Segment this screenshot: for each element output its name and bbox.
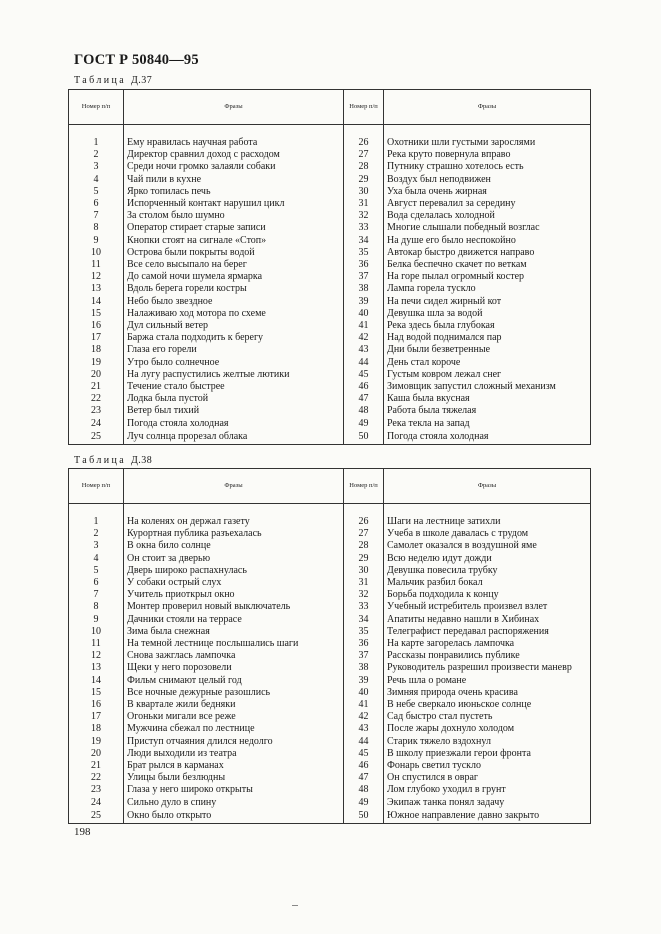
row-number-cell: 26 (344, 516, 384, 528)
table-row (69, 259, 591, 271)
row-number-cell: 20 (69, 748, 124, 760)
column-header-number: Номер п/п (344, 90, 384, 125)
phrase-cell: Учитель приоткрыл окно (124, 589, 344, 601)
row-number-cell: 24 (69, 418, 124, 430)
phrase-cell: Течение стало быстрее (124, 381, 344, 393)
table-spacer-row (69, 504, 591, 517)
row-number-cell: 19 (69, 357, 124, 369)
phrase-cell: Воздух был неподвижен (384, 174, 591, 186)
spacer-cell (124, 125, 344, 138)
row-number-cell: 25 (69, 809, 124, 824)
phrase-cell: Ярко топилась печь (124, 186, 344, 198)
row-number-cell: 31 (344, 577, 384, 589)
row-number-cell: 35 (344, 247, 384, 259)
table-row (69, 198, 591, 210)
row-number-cell: 15 (69, 687, 124, 699)
table-row (69, 565, 591, 577)
phrase-cell: Чай пили в кухне (124, 174, 344, 186)
phrase-cell: Телеграфист передавал распоряжения (384, 626, 591, 638)
phrase-cell: Апатиты недавно нашли в Хибинах (384, 614, 591, 626)
row-number-cell: 49 (344, 797, 384, 809)
table-row (69, 344, 591, 356)
row-number-cell: 8 (69, 222, 124, 234)
phrase-cell: До самой ночи шумела ярмарка (124, 271, 344, 283)
row-number-cell: 27 (344, 149, 384, 161)
phrases-table-d37 (68, 89, 591, 445)
table-row (69, 405, 591, 417)
row-number-cell: 25 (69, 430, 124, 445)
phrase-cell: Работа была тяжелая (384, 405, 591, 417)
phrase-cell: Учеба в школе давалась с трудом (384, 528, 591, 540)
phrase-cell: В школу приезжали герои фронта (384, 748, 591, 760)
phrase-cell: Шаги на лестнице затихли (384, 516, 591, 528)
table-row (69, 235, 591, 247)
table-row (69, 296, 591, 308)
row-number-cell: 5 (69, 565, 124, 577)
table-row (69, 614, 591, 626)
row-number-cell: 1 (69, 137, 124, 149)
phrase-cell: На печи сидел жирный кот (384, 296, 591, 308)
spacer-cell (69, 125, 124, 138)
row-number-cell: 7 (69, 210, 124, 222)
table-row (69, 723, 591, 735)
phrase-cell: На горе пылал огромный костер (384, 271, 591, 283)
row-number-cell: 26 (344, 137, 384, 149)
table-row (69, 784, 591, 796)
row-number-cell: 40 (344, 687, 384, 699)
row-number-cell: 29 (344, 553, 384, 565)
row-number-cell: 33 (344, 222, 384, 234)
table-row (69, 283, 591, 295)
row-number-cell: 40 (344, 308, 384, 320)
phrase-cell: Многие слышали победный возглас (384, 222, 591, 234)
table-row (69, 222, 591, 234)
row-number-cell: 29 (344, 174, 384, 186)
phrase-cell: Лампа горела тускло (384, 283, 591, 295)
document-code: ГОСТ Р 50840—95 (74, 52, 199, 68)
row-number-cell: 7 (69, 589, 124, 601)
phrase-cell: Снова зажглась лампочка (124, 650, 344, 662)
phrase-cell: Старик тяжело вздохнул (384, 736, 591, 748)
table-row (69, 271, 591, 283)
phrase-cell: Все ночные дежурные разошлись (124, 687, 344, 699)
phrase-cell: Мальчик разбил бокал (384, 577, 591, 589)
phrases-table-d38 (68, 468, 591, 824)
phrase-cell: Девушка повесила трубку (384, 565, 591, 577)
phrase-cell: На темной лестнице послышались шаги (124, 638, 344, 650)
row-number-cell: 41 (344, 320, 384, 332)
table-row (69, 675, 591, 687)
phrase-cell: Экипаж танка понял задачу (384, 797, 591, 809)
phrase-cell: Утро было солнечное (124, 357, 344, 369)
scan-mark (292, 905, 298, 906)
row-number-cell: 43 (344, 344, 384, 356)
table-row (69, 809, 591, 824)
row-number-cell: 20 (69, 369, 124, 381)
spacer-cell (384, 504, 591, 517)
table-row (69, 528, 591, 540)
phrase-cell: Вдоль берега горели костры (124, 283, 344, 295)
row-number-cell: 24 (69, 797, 124, 809)
row-number-cell: 14 (69, 675, 124, 687)
phrase-cell: В окна било солнце (124, 540, 344, 552)
phrase-cell: На коленях он держал газету (124, 516, 344, 528)
table-row (69, 748, 591, 760)
table-row (69, 662, 591, 674)
phrase-cell: Зимняя природа очень красива (384, 687, 591, 699)
table-row (69, 638, 591, 650)
table-37-caption (74, 75, 152, 86)
row-number-cell: 15 (69, 308, 124, 320)
row-number-cell: 8 (69, 601, 124, 613)
row-number-cell: 44 (344, 357, 384, 369)
row-number-cell: 36 (344, 638, 384, 650)
phrase-cell: Лодка была пустой (124, 393, 344, 405)
table-row (69, 393, 591, 405)
row-number-cell: 4 (69, 174, 124, 186)
table-row (69, 210, 591, 222)
column-header-phrases: Фразы (124, 469, 344, 504)
row-number-cell: 37 (344, 271, 384, 283)
phrase-cell: Щеки у него порозовели (124, 662, 344, 674)
row-number-cell: 4 (69, 553, 124, 565)
table-row (69, 516, 591, 528)
row-number-cell: 16 (69, 699, 124, 711)
phrase-cell: Путнику страшно хотелось есть (384, 161, 591, 173)
phrase-cell: Речь шла о романе (384, 675, 591, 687)
phrase-cell: Директор сравнил доход с расходом (124, 149, 344, 161)
row-number-cell: 35 (344, 626, 384, 638)
phrase-cell: Самолет оказался в воздушной яме (384, 540, 591, 552)
table-row (69, 577, 591, 589)
table-38-caption (74, 455, 152, 466)
phrase-cell: Руководитель разрешил произвести маневр (384, 662, 591, 674)
row-number-cell: 32 (344, 210, 384, 222)
row-number-cell: 10 (69, 247, 124, 259)
table-38-caption-word: Таблица (74, 455, 127, 466)
phrase-cell: Приступ отчаяния длился недолго (124, 736, 344, 748)
phrase-cell: Дверь широко распахнулась (124, 565, 344, 577)
table-37-caption-number: Д.37 (130, 75, 153, 86)
row-number-cell: 23 (69, 784, 124, 796)
phrase-cell: Фонарь светил тускло (384, 760, 591, 772)
table-row (69, 711, 591, 723)
row-number-cell: 10 (69, 626, 124, 638)
table-row (69, 357, 591, 369)
phrase-cell: День стал короче (384, 357, 591, 369)
row-number-cell: 50 (344, 430, 384, 445)
row-number-cell: 39 (344, 675, 384, 687)
phrase-cell: В квартале жили бедняки (124, 699, 344, 711)
table-row (69, 174, 591, 186)
phrase-cell: На душе его было неспокойно (384, 235, 591, 247)
row-number-cell: 33 (344, 601, 384, 613)
row-number-cell: 41 (344, 699, 384, 711)
phrase-cell: Река текла на запад (384, 418, 591, 430)
table-row (69, 418, 591, 430)
phrase-cell: Лом глубоко уходил в грунт (384, 784, 591, 796)
phrase-cell: Всю неделю идут дожди (384, 553, 591, 565)
row-number-cell: 12 (69, 271, 124, 283)
phrase-cell: Вода сделалась холодной (384, 210, 591, 222)
phrase-cell: После жары дохнуло холодом (384, 723, 591, 735)
row-number-cell: 6 (69, 577, 124, 589)
phrase-cell: Все село высыпало на берег (124, 259, 344, 271)
row-number-cell: 36 (344, 259, 384, 271)
row-number-cell: 38 (344, 283, 384, 295)
row-number-cell: 22 (69, 772, 124, 784)
phrase-cell: Кнопки стоят на сигнале «Стоп» (124, 235, 344, 247)
row-number-cell: 16 (69, 320, 124, 332)
table-row (69, 650, 591, 662)
row-number-cell: 50 (344, 809, 384, 824)
row-number-cell: 34 (344, 614, 384, 626)
row-number-cell: 44 (344, 736, 384, 748)
spacer-cell (344, 125, 384, 138)
table-row (69, 161, 591, 173)
phrase-cell: На карте загорелась лампочка (384, 638, 591, 650)
phrase-cell: Мужчина сбежал по лестнице (124, 723, 344, 735)
phrase-cell: Баржа стала подходить к берегу (124, 332, 344, 344)
spacer-cell (69, 504, 124, 517)
phrase-cell: Девушка шла за водой (384, 308, 591, 320)
table-header-row (69, 469, 591, 504)
phrase-cell: Окно было открыто (124, 809, 344, 824)
row-number-cell: 21 (69, 381, 124, 393)
phrase-cell: Зимовщик запустил сложный механизм (384, 381, 591, 393)
row-number-cell: 38 (344, 662, 384, 674)
table-row (69, 553, 591, 565)
table-row (69, 736, 591, 748)
spacer-cell (384, 125, 591, 138)
table-row (69, 137, 591, 149)
phrase-cell: Ему нравилась научная работа (124, 137, 344, 149)
column-header-number: Номер п/п (69, 469, 124, 504)
table-row (69, 699, 591, 711)
row-number-cell: 3 (69, 161, 124, 173)
row-number-cell: 21 (69, 760, 124, 772)
row-number-cell: 23 (69, 405, 124, 417)
phrase-cell: Острова были покрыты водой (124, 247, 344, 259)
phrase-cell: Оператор стирает старые записи (124, 222, 344, 234)
row-number-cell: 11 (69, 259, 124, 271)
row-number-cell: 30 (344, 186, 384, 198)
phrase-cell: Он стоит за дверью (124, 553, 344, 565)
phrase-cell: Дул сильный ветер (124, 320, 344, 332)
table-row (69, 760, 591, 772)
row-number-cell: 47 (344, 772, 384, 784)
phrase-cell: У собаки острый слух (124, 577, 344, 589)
phrase-cell: Зима была снежная (124, 626, 344, 638)
row-number-cell: 45 (344, 748, 384, 760)
row-number-cell: 48 (344, 405, 384, 417)
row-number-cell: 1 (69, 516, 124, 528)
table-row (69, 332, 591, 344)
phrase-cell: Погода стояла холодная (124, 418, 344, 430)
phrase-cell: На лугу распустились желтые лютики (124, 369, 344, 381)
phrase-cell: Люди выходили из театра (124, 748, 344, 760)
phrase-cell: Учебный истребитель произвел взлет (384, 601, 591, 613)
phrase-cell: Сад быстро стал пустеть (384, 711, 591, 723)
table-spacer-row (69, 125, 591, 138)
row-number-cell: 5 (69, 186, 124, 198)
row-number-cell: 14 (69, 296, 124, 308)
phrase-cell: Монтер проверил новый выключатель (124, 601, 344, 613)
row-number-cell: 13 (69, 662, 124, 674)
row-number-cell: 46 (344, 760, 384, 772)
phrase-cell: Улицы были безлюдны (124, 772, 344, 784)
table-row (69, 797, 591, 809)
table-38-caption-number: Д.38 (130, 455, 153, 466)
row-number-cell: 2 (69, 528, 124, 540)
row-number-cell: 9 (69, 614, 124, 626)
row-number-cell: 3 (69, 540, 124, 552)
column-header-phrases: Фразы (384, 469, 591, 504)
table-37-caption-word: Таблица (74, 75, 127, 86)
row-number-cell: 28 (344, 540, 384, 552)
row-number-cell: 27 (344, 528, 384, 540)
phrase-cell: Над водой поднимался пар (384, 332, 591, 344)
row-number-cell: 39 (344, 296, 384, 308)
row-number-cell: 11 (69, 638, 124, 650)
table-row (69, 247, 591, 259)
row-number-cell: 46 (344, 381, 384, 393)
phrase-cell: Рассказы понравились публике (384, 650, 591, 662)
row-number-cell: 30 (344, 565, 384, 577)
phrase-cell: Каша была вкусная (384, 393, 591, 405)
row-number-cell: 34 (344, 235, 384, 247)
phrase-cell: Южное направление давно закрыто (384, 809, 591, 824)
row-number-cell: 19 (69, 736, 124, 748)
phrase-cell: Небо было звездное (124, 296, 344, 308)
row-number-cell: 28 (344, 161, 384, 173)
phrase-cell: В небе сверкало июньское солнце (384, 699, 591, 711)
table-row (69, 186, 591, 198)
table-row (69, 320, 591, 332)
row-number-cell: 31 (344, 198, 384, 210)
phrase-cell: Охотники шли густыми зарослями (384, 137, 591, 149)
column-header-phrases: Фразы (124, 90, 344, 125)
phrase-cell: Среди ночи громко залаяли собаки (124, 161, 344, 173)
phrase-cell: Автокар быстро движется направо (384, 247, 591, 259)
phrase-cell: Брат рылся в карманах (124, 760, 344, 772)
phrase-cell: За столом было шумно (124, 210, 344, 222)
phrase-cell: Ветер был тихий (124, 405, 344, 417)
row-number-cell: 45 (344, 369, 384, 381)
row-number-cell: 17 (69, 332, 124, 344)
phrase-cell: Дачники стояли на террасе (124, 614, 344, 626)
phrase-cell: Август перевалил за середину (384, 198, 591, 210)
row-number-cell: 12 (69, 650, 124, 662)
row-number-cell: 9 (69, 235, 124, 247)
phrase-cell: Уха была очень жирная (384, 186, 591, 198)
phrase-cell: Погода стояла холодная (384, 430, 591, 445)
row-number-cell: 6 (69, 198, 124, 210)
row-number-cell: 43 (344, 723, 384, 735)
row-number-cell: 17 (69, 711, 124, 723)
phrase-cell: Налаживаю ход мотора по схеме (124, 308, 344, 320)
row-number-cell: 32 (344, 589, 384, 601)
table-row (69, 369, 591, 381)
column-header-number: Номер п/п (69, 90, 124, 125)
table-row (69, 430, 591, 445)
table-row (69, 540, 591, 552)
table-row (69, 381, 591, 393)
phrase-cell: Сильно дуло в спину (124, 797, 344, 809)
row-number-cell: 22 (69, 393, 124, 405)
table-row (69, 772, 591, 784)
spacer-cell (344, 504, 384, 517)
phrase-cell: Курортная публика разъехалась (124, 528, 344, 540)
spacer-cell (124, 504, 344, 517)
table-header-row (69, 90, 591, 125)
row-number-cell: 42 (344, 332, 384, 344)
phrase-cell: Река здесь была глубокая (384, 320, 591, 332)
row-number-cell: 2 (69, 149, 124, 161)
table-row (69, 149, 591, 161)
table-row (69, 308, 591, 320)
page-number: 198 (74, 826, 91, 838)
phrase-cell: Дни были безветренные (384, 344, 591, 356)
table-row (69, 626, 591, 638)
column-header-phrases: Фразы (384, 90, 591, 125)
phrase-cell: Огоньки мигали все реже (124, 711, 344, 723)
row-number-cell: 49 (344, 418, 384, 430)
row-number-cell: 13 (69, 283, 124, 295)
phrase-cell: Испорченный контакт нарушил цикл (124, 198, 344, 210)
table-row (69, 601, 591, 613)
row-number-cell: 37 (344, 650, 384, 662)
row-number-cell: 48 (344, 784, 384, 796)
phrase-cell: Глаза у него широко открыты (124, 784, 344, 796)
phrase-cell: Луч солнца прорезал облака (124, 430, 344, 445)
phrase-cell: Фильм снимают целый год (124, 675, 344, 687)
row-number-cell: 47 (344, 393, 384, 405)
phrase-cell: Глаза его горели (124, 344, 344, 356)
column-header-number: Номер п/п (344, 469, 384, 504)
phrase-cell: Река круто повернула вправо (384, 149, 591, 161)
table-row (69, 589, 591, 601)
row-number-cell: 18 (69, 344, 124, 356)
phrase-cell: Борьба подходила к концу (384, 589, 591, 601)
row-number-cell: 18 (69, 723, 124, 735)
phrase-cell: Белка беспечно скачет по веткам (384, 259, 591, 271)
phrase-cell: Густым ковром лежал снег (384, 369, 591, 381)
row-number-cell: 42 (344, 711, 384, 723)
phrase-cell: Он спустился в овраг (384, 772, 591, 784)
table-row (69, 687, 591, 699)
